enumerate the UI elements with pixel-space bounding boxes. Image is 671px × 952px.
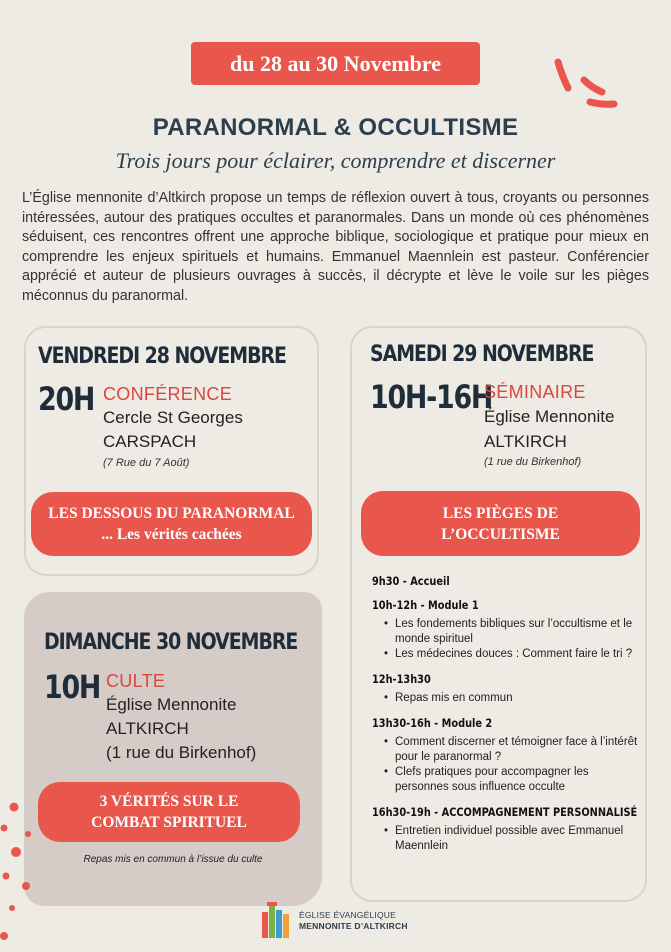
program-item: • Les fondements bibliques sur l’occultisme et le monde spirituel	[384, 617, 642, 647]
saturday-theme-line-2: L’OCCULTISME	[441, 525, 560, 543]
sunday-city: ALTKIRCH	[106, 719, 189, 738]
sunday-theme-line-2: COMBAT SPIRITUEL	[91, 814, 247, 831]
logo-text	[299, 910, 408, 932]
friday-day: VENDREDI 28 NOVEMBRE	[38, 344, 286, 369]
sunday-event-type: CULTE	[106, 671, 166, 691]
friday-city: CARSPACH	[103, 432, 197, 451]
saturday-theme-line-1: LES PIÈGES DE	[442, 504, 559, 522]
page-subtitle: Trois jours pour éclairer, comprendre et discerner	[115, 148, 556, 173]
burst-decoration-icon	[550, 50, 620, 115]
program-item: • Clefs pratiques pour accompagner les personnes sous influence occulte	[384, 765, 642, 795]
program-item: • Entretien individuel possible avec Emmanuel Maennlein	[384, 824, 642, 854]
saturday-day: SAMEDI 29 NOVEMBRE	[370, 342, 594, 367]
saturday-address: (1 rue du Birkenhof)	[484, 456, 582, 468]
friday-address: (7 Rue du 7 Août)	[103, 457, 190, 469]
sunday-address: (1 rue du Birkenhof)	[106, 743, 257, 762]
saturday-place: Église Mennonite	[484, 407, 615, 426]
friday-time: 20H	[38, 380, 95, 418]
friday-theme-badge	[31, 492, 312, 556]
friday-card	[24, 326, 319, 576]
program-heading: 16h30-19h - ACCOMPAGNEMENT PERSONNALISÉ	[372, 805, 638, 819]
saturday-event-type: SÉMINAIRE	[484, 382, 586, 402]
program-heading: 10h-12h - Module 1	[372, 598, 479, 612]
saturday-city: ALTKIRCH	[484, 432, 567, 451]
friday-theme-line-2: ... Les vérités cachées	[101, 526, 242, 543]
logo-line-1: ÉGLISE ÉVANGÉLIQUE	[299, 910, 396, 920]
page-title: PARANORMAL & OCCULTISME	[152, 114, 519, 141]
sunday-time: 10H	[44, 668, 101, 706]
sunday-place: Église Mennonite	[106, 695, 237, 714]
program-item: • Repas mis en commun	[384, 691, 642, 706]
intro-paragraph: L’Église mennonite d’Altkirch propose un temps de réflexion ouvert à tous, croyants ou personnes intéressées, autour des pratiques occultes et paranormales. Dans un monde où ces phénomènes séduisent, ces rencontres offrent une approche biblique, sociologique et pratique pour mieux en comprendre les enjeux spirituels et humains. Emmanuel Maennlein est pasteur. Conférencier apprécié et auteur de plusieurs ouvrages à succès, il décrypte et lève le voile sur les pièges méconnus du paranormal.	[22, 190, 649, 304]
friday-theme-line-1: LES DESSOUS DU PARANORMAL	[48, 505, 295, 522]
program-block	[372, 574, 642, 588]
saturday-time: 10H-16H	[370, 378, 493, 416]
saturday-program	[372, 574, 642, 864]
program-block	[372, 672, 642, 706]
dots-decoration-icon	[0, 790, 50, 952]
sunday-day: DIMANCHE 30 NOVEMBRE	[44, 630, 298, 655]
sunday-note: Repas mis en commun à l’issue du culte	[83, 854, 263, 865]
program-heading: 9h30 - Accueil	[372, 574, 450, 588]
date-banner: du 28 au 30 Novembre	[191, 42, 480, 85]
sunday-theme-badge	[38, 782, 300, 842]
program-item: • Les médecines douces : Comment faire le tri ?	[384, 647, 642, 662]
friday-event-type: CONFÉRENCE	[103, 384, 233, 404]
saturday-theme-badge	[361, 491, 640, 556]
program-block	[372, 598, 642, 662]
program-block	[372, 716, 642, 795]
program-heading: 13h30-16h - Module 2	[372, 716, 493, 730]
program-heading: 12h-13h30	[372, 672, 431, 686]
friday-place: Cercle St Georges	[103, 408, 243, 427]
program-block	[372, 805, 642, 854]
program-item: • Comment discerner et témoigner face à l’intérêt pour le paranormal ?	[384, 735, 642, 765]
sunday-theme-line-1: 3 VÉRITÉS SUR LE	[99, 793, 239, 810]
logo-line-2: MENNONITE D’ALTKIRCH	[299, 921, 408, 931]
